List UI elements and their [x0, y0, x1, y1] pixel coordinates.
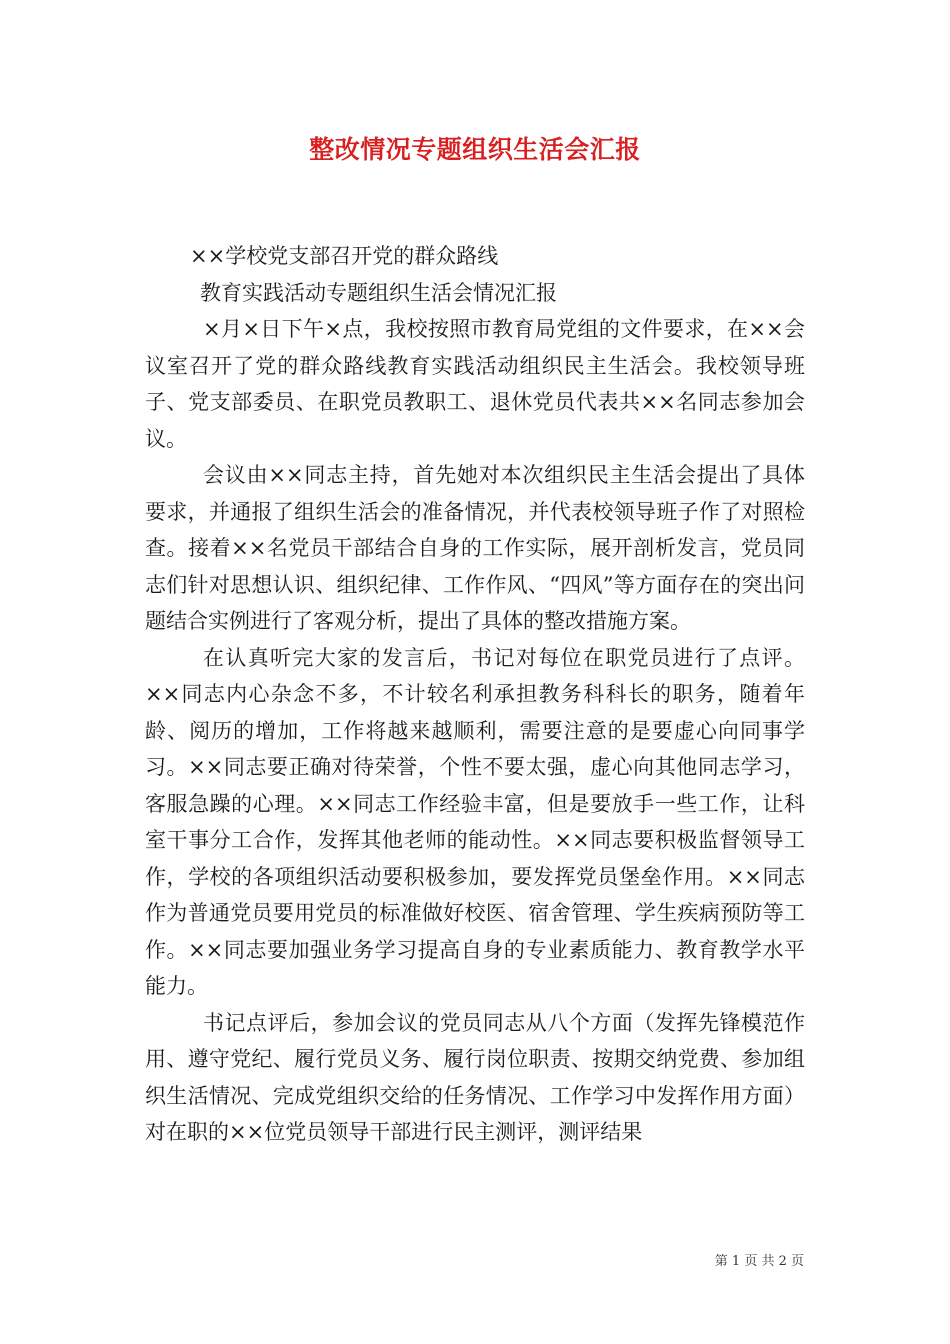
- document-body: [145, 238, 805, 1151]
- page-number: 第 1 页 共 2 页: [714, 1254, 804, 1269]
- subtitle-line-1: ××学校党支部召开党的群众路线: [190, 244, 499, 268]
- paragraph: 书记点评后，参加会议的党员同志从八个方面（发挥先锋模范作用、遵守党纪、履行党员义务、履行岗位职责、按期交纳党费、参加组织生活情况、完成党组织交给的任务情况、工作学习中发挥作用方面）对在职的××位党员领导干部进行民主测评，测评结果: [145, 1010, 805, 1144]
- paragraph: 在认真听完大家的发言后，书记对每位在职党员进行了点评。××同志内心杂念不多，不计较名利承担教务科科长的职务，随着年龄、阅历的增加，工作将越来越顺利，需要注意的是要虚心向同事学习。××同志要正确对待荣誉，个性不要太强，虚心向其他同志学习，客服急躁的心理。××同志工作经验丰富，但是要放手一些工作，让科室干事分工合作，发挥其他老师的能动性。××同志要积极监督领导工作，学校的各项组织活动要积极参加，要发挥党员堡垒作用。××同志作为普通党员要用党员的标准做好校医、宿舍管理、学生疾病预防等工作。××同志要加强业务学习提高自身的专业素质能力、教育教学水平能力。: [145, 645, 805, 998]
- document-title: 整改情况专题组织生活会汇报: [309, 135, 641, 164]
- paragraph: 会议由××同志主持，首先她对本次组织民主生活会提出了具体要求，并通报了组织生活会的准备情况，并代表校领导班子作了对照检查。接着××名党员干部结合自身的工作实际，展开剖析发言，党员同志们针对思想认识、组织纪律、工作作风、“四风”等方面存在的突出问题结合实例进行了客观分析，提出了具体的整改措施方案。: [145, 463, 805, 633]
- subtitle-line-2: 教育实践活动专题组织生活会情况汇报: [200, 280, 557, 305]
- paragraph: ×月×日下午×点，我校按照市教育局党组的文件要求，在××会议室召开了党的群众路线教育实践活动组织民主生活会。我校领导班子、党支部委员、在职党员教职工、退休党员代表共××名同志参加会议。: [145, 317, 805, 451]
